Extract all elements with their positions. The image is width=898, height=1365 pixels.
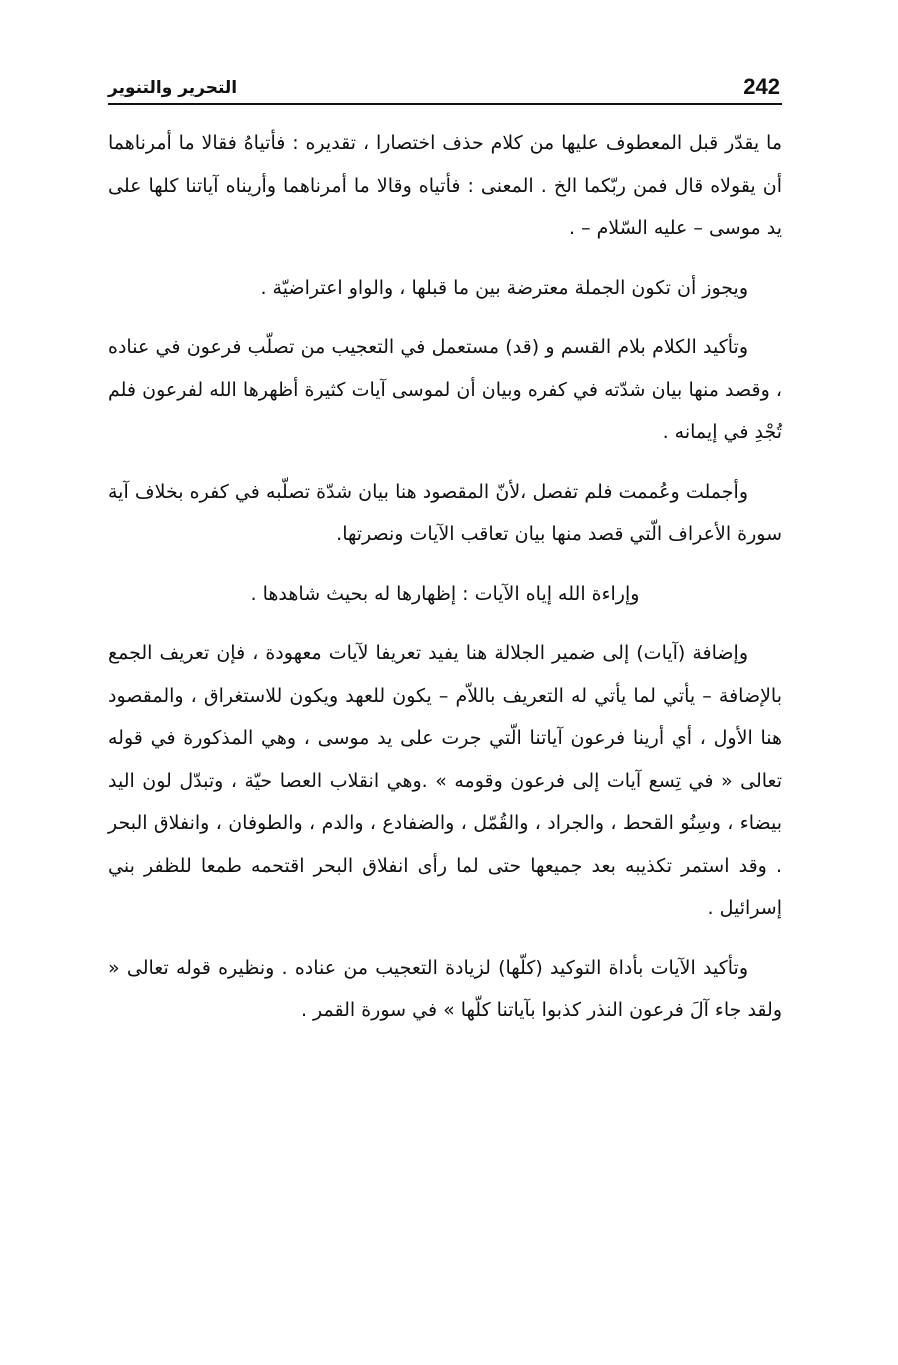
page-header — [108, 74, 780, 104]
paragraph-3: وتأكيد الكلام بلام القسم و (قد) مستعمل في التعجيب من تصلّب فرعون في عناده ، وقصد منها بيان شدّته في كفره وبيان أن لموسى آيات كثيرة أظهرها الله لفرعون فلم تُجْدِ في إيمانه . — [108, 336, 782, 443]
paragraph-2: ويجوز أن تكون الجملة معترضة بين ما قبلها ، والواو اعتراضيّة . — [260, 276, 748, 299]
paragraph-6: وإضافة (آيات) إلى ضمير الجلالة هنا يفيد تعريفا لآيات معهودة ، فإن تعريف الجمع بالإضافة – يأتي لما يأتي له التعريف باللاّم – يكون للعهد ويكون للاستغراق ، والمقصود هنا الأول ، أي أرينا فرعون آياتنا الّتي جرت على يد موسى ، وهي المذكورة في قوله تعالى « في تِسع آيات إلى فرعون وقومه » .وهي انقلاب العصا حيّة ، وتبدّل لون اليد بيضاء ، وسِنُو القحط ، والجراد ، والقُمّل ، والضفادع ، والدم ، والطوفان ، وانفلاق البحر . وقد استمر تكذيبه بعد جميعها حتى لما رأى انفلاق البحر اقتحمه طمعا للظفر بني إسرائيل . — [108, 642, 782, 919]
body-text — [108, 122, 782, 1049]
book-title: التحرير والتنوير — [108, 78, 238, 98]
page-number: 242 — [743, 74, 780, 99]
paragraph-7: وتأكيد الآيات بأداة التوكيد (كلّها) لزيادة التعجيب من عناده . ونظيره قوله تعالى « ولقد جاء آلَ فرعون النذر كذبوا بآياتنا كلّها » في سورة القمر . — [108, 956, 782, 1021]
header-divider — [108, 103, 782, 105]
paragraph-4: وأجملت وعُممت فلم تفصل ،لأنّ المقصود هنا بيان شدّة تصلّبه في كفره بخلاف آية سورة الأعراف الّتي قصد منها بيان تعاقب الآيات ونصرتها. — [108, 480, 782, 545]
paragraph-1: ما يقدّر قبل المعطوف عليها من كلام حذف اختصارا ، تقديره : فأتياهُ فقالا ما أمرناهما أن يقولاه قال فمن ربّكما الخ . المعنى : فأتياه وقالا ما أمرناهما وأريناه آياتنا كلها على يد موسى – عليه السّلام – . — [108, 132, 782, 239]
paragraph-5: وإراءة الله إياه الآيات : إظهارها له بحيث شاهدها . — [250, 582, 640, 605]
